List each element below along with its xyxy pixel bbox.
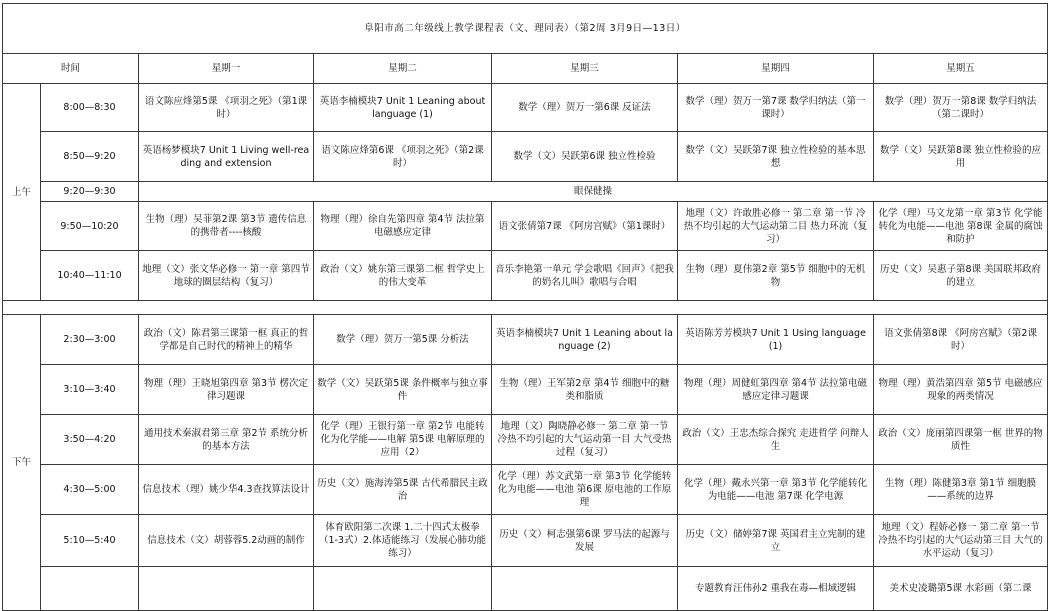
class-cell: 体育欧阳第二次课 1.二十四式太极拳 （1-3式）2.体适能练习（发展心肺功能练习） bbox=[314, 515, 492, 567]
class-cell: 语文张倩第7课 《阿房宫赋》（第1课时） bbox=[492, 202, 678, 251]
class-cell: 数学（理）贺万一第8课 数学归纳法（第二课时） bbox=[874, 84, 1048, 132]
class-cell: 专题教育汪伟孙2 重我在毒—相域逻辑 bbox=[678, 567, 874, 611]
class-cell: 数学（文）吴跃第6课 独立性检验 bbox=[492, 132, 678, 182]
class-cell: 历史（文）柯志强第6课 罗马法的起源与发展 bbox=[492, 515, 678, 567]
class-cell: 地理（文）张文华必修一 第一章 第四节 地球的圈层结构（复习） bbox=[139, 251, 314, 301]
class-cell: 音乐李艳第一单元 学会歌唱《回声》《把我的奶名儿叫》歌唱与合唱 bbox=[492, 251, 678, 301]
header-row bbox=[3, 54, 1048, 84]
header-friday: 星期五 bbox=[874, 54, 1048, 84]
class-cell: 英语陈芳芳模块7 Unit 1 Using language (1) bbox=[678, 315, 874, 365]
class-cell: 政治（文）陈君第三课第一框 真正的哲学都是自己时代的精神上的精华 bbox=[139, 315, 314, 365]
class-cell: 英语杨梦模块7 Unit 1 Living well-reading and extension bbox=[139, 132, 314, 182]
class-cell: 生物（理）王军第2章 第4节 细胞中的糖类和脂质 bbox=[492, 365, 678, 415]
section-divider bbox=[3, 301, 1048, 315]
class-cell: 历史（文）储婷第7课 英国君主立宪制的建立 bbox=[678, 515, 874, 567]
schedule-row bbox=[3, 415, 1048, 465]
class-cell: 语文陈应烽第6课 《项羽之死》（第2课时） bbox=[314, 132, 492, 182]
class-cell: 数学（理）贺万一第7课 数学归纳法（第一课时） bbox=[678, 84, 874, 132]
class-cell: 数学（理）贺万一第6课 反证法 bbox=[492, 84, 678, 132]
period-time: 9:50—10:20 bbox=[41, 202, 139, 251]
class-cell: 信息技术（文）胡蓉蓉5.2动画的制作 bbox=[139, 515, 314, 567]
schedule-row bbox=[3, 132, 1048, 182]
class-cell: 化学（理）戴永兴第一章 第3节 化学能转化为电能——电池 第7课 化学电源 bbox=[678, 465, 874, 515]
class-cell: 地理（文）程娇必修一 第二章 第一节 冷热不均引起的大气运动第三目 大气的水平运动（复习） bbox=[874, 515, 1048, 567]
class-cell: 政治（文）姚东第三课第二框 哲学史上的伟大变革 bbox=[314, 251, 492, 301]
class-cell: 政治（文）王忠杰综合探究 走进哲学 问辩人生 bbox=[678, 415, 874, 465]
period-time: 8:50—9:20 bbox=[41, 132, 139, 182]
class-cell: 数学（文）吴跃第5课 条件概率与独立事件 bbox=[314, 365, 492, 415]
schedule-row bbox=[3, 182, 1048, 202]
class-cell: 生物（理）吴菲第2课 第3节 遗传信息的携带者----核酸 bbox=[139, 202, 314, 251]
period-time: 8:00—8:30 bbox=[41, 84, 139, 132]
class-cell: 美术史凌璐第5课 水彩画（第二课 bbox=[874, 567, 1048, 611]
class-cell: 化学（理）王银行第一章 第2节 电能转化为化学能——电解 第5课 电解原理的应用（2） bbox=[314, 415, 492, 465]
class-cell: 数学（理）贺万一第5课 分析法 bbox=[314, 315, 492, 365]
period-time: 10:40—11:10 bbox=[41, 251, 139, 301]
class-cell: 信息技术（理）姚少华4.3查找算法设计 bbox=[139, 465, 314, 515]
class-cell: 物理（理）徐自先第四章 第4节 法拉第电磁感应定律 bbox=[314, 202, 492, 251]
schedule-row bbox=[3, 251, 1048, 301]
class-cell: 物理（理）周健虹第四章 第4节 法拉第电磁感应定律习题课 bbox=[678, 365, 874, 415]
page-title: 阜阳市高二年级线上教学课程表（文、理同表）（第2周 3月9日—13日） bbox=[3, 4, 1048, 54]
class-cell: 英语李楠模块7 Unit 1 Leaning about language (1) bbox=[314, 84, 492, 132]
class-cell: 政治（文）庞丽第四课第一框 世界的物质性 bbox=[874, 415, 1048, 465]
morning-label: 上午 bbox=[3, 84, 41, 301]
class-cell: 通用技术秦淑君第三章 第2节 系统分析的基本方法 bbox=[139, 415, 314, 465]
period-time: 3:10—3:40 bbox=[41, 365, 139, 415]
eye-exercise-band: 眼保健操 bbox=[139, 182, 1048, 202]
schedule-row bbox=[3, 515, 1048, 567]
schedule-row bbox=[3, 202, 1048, 251]
class-cell: 数学（文）吴跃第8课 独立性检验的应用 bbox=[874, 132, 1048, 182]
class-cell: 物理（理）王晓旭第四章 第3节 楞次定律习题课 bbox=[139, 365, 314, 415]
schedule-row bbox=[3, 465, 1048, 515]
class-cell: 化学（理）马文龙第一章 第3节 化学能转化为电能——电池 第8课 金属的腐蚀和防护 bbox=[874, 202, 1048, 251]
title-row bbox=[3, 4, 1048, 54]
class-cell: 地理（文）许敢胜必修一 第二章 第一节 冷热不均引起的大气运动第二目 热力环流（复习） bbox=[678, 202, 874, 251]
class-cell: 生物（理）陈健第3章 第1节 细胞膜——系统的边界 bbox=[874, 465, 1048, 515]
header-tuesday: 星期二 bbox=[314, 54, 492, 84]
schedule-row bbox=[3, 84, 1048, 132]
class-cell: 语文张倩第8课 《阿房宫赋》（第2课时） bbox=[874, 315, 1048, 365]
class-cell: 化学（理）苏文武第一章 第3节 化学能转化为电能——电池 第6课 原电池的工作原理 bbox=[492, 465, 678, 515]
header-monday: 星期一 bbox=[139, 54, 314, 84]
period-time: 3:50—4:20 bbox=[41, 415, 139, 465]
header-wednesday: 星期三 bbox=[492, 54, 678, 84]
schedule-table bbox=[2, 3, 1048, 611]
afternoon-label: 下午 bbox=[3, 315, 41, 611]
schedule-row bbox=[3, 315, 1048, 365]
class-cell: 数学（文）吴跃第7课 独立性检验的基本思想 bbox=[678, 132, 874, 182]
class-cell: 英语李楠模块7 Unit 1 Leaning about language (2) bbox=[492, 315, 678, 365]
schedule-row bbox=[3, 365, 1048, 415]
class-cell: 历史（文）施海涛第5课 古代希腊民主政治 bbox=[314, 465, 492, 515]
period-time: 9:20—9:30 bbox=[41, 182, 139, 202]
period-time: 2:30—3:00 bbox=[41, 315, 139, 365]
class-cell: 生物（理）夏伟第2章 第5节 细胞中的无机物 bbox=[678, 251, 874, 301]
header-time: 时间 bbox=[3, 54, 139, 84]
period-time: 4:30—5:00 bbox=[41, 465, 139, 515]
class-cell: 物理（理）黄浩第四章 第5节 电磁感应现象的两类情况 bbox=[874, 365, 1048, 415]
class-cell: 语文陈应烽第5课 《项羽之死》（第1课时） bbox=[139, 84, 314, 132]
header-thursday: 星期四 bbox=[678, 54, 874, 84]
period-time: 5:10—5:40 bbox=[41, 515, 139, 567]
class-cell: 历史（文）吴惠子第8课 美国联邦政府的建立 bbox=[874, 251, 1048, 301]
class-cell: 地理（文）陶晓静必修一 第二章 第一节 冷热不均引起的大气运动第一目 大气受热过程（复习） bbox=[492, 415, 678, 465]
